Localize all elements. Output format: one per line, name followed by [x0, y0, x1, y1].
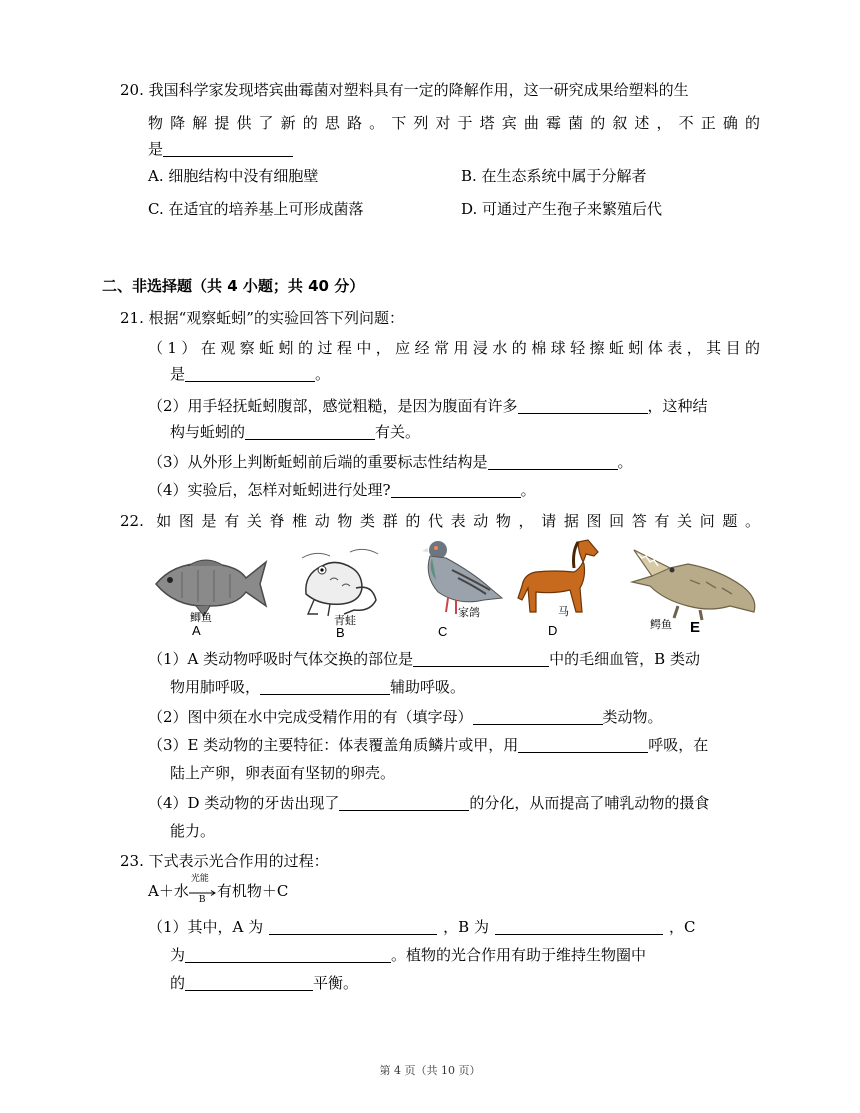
animal-letter-d: D: [548, 623, 558, 638]
q21-part3: （3）从外形上判断蚯蚓前后端的重要标志性结构是 。: [148, 453, 633, 471]
reaction-arrow: [189, 874, 217, 905]
animal-name-c: 家鸽: [458, 606, 480, 619]
answer-blank[interactable]: [185, 974, 313, 991]
q20-line-2: 物降解提供了新的思路。下列对于塔宾曲霉菌的叙述，不正确的: [148, 114, 760, 132]
answer-blank[interactable]: [518, 736, 648, 753]
q21-part2-line2: 构与蚯蚓的 有关。: [170, 423, 421, 441]
frog-figure: [300, 544, 380, 620]
q20-option-d: D. 可通过产生孢子来繁殖后代: [461, 200, 663, 218]
animal-name-b: 青蛙: [334, 614, 356, 627]
answer-blank[interactable]: [185, 365, 315, 382]
q20-line-3: 是: [148, 138, 293, 160]
crocodile-figure: [630, 540, 762, 622]
q23-part1-line2: 为 。植物的光合作用有助于维持生物圈中: [170, 946, 647, 964]
animal-letter-c: C: [438, 624, 448, 639]
animal-name-e: 鳄鱼: [650, 618, 672, 631]
page-footer: 第 4 页（共 10 页）: [379, 1064, 481, 1077]
animal-letter-e: E: [690, 619, 701, 636]
q21-part1-line1: （1）在观察蚯蚓的过程中，应经常用浸水的棉球轻擦蚯蚓体表，其目的: [148, 339, 760, 357]
q20-option-c: C. 在适宜的培养基上可形成菌落: [148, 200, 364, 218]
q23-part1-line1: （1）其中，A 为 ，B 为 ，C: [148, 918, 696, 936]
crocodile-icon: [630, 540, 762, 622]
answer-blank[interactable]: [339, 794, 469, 811]
q20-line-1: 20. 我国科学家发现塔宾曲霉菌对塑料具有一定的降解作用，这一研究成果给塑料的生: [120, 81, 689, 99]
q23-part1-line3: 的 平衡。: [170, 974, 359, 992]
photosynthesis-equation: [148, 874, 289, 905]
q22-part3-line2: 陆上产卵，卵表面有坚韧的卵壳。: [170, 764, 396, 782]
q22-part4-line2: 能力。: [170, 822, 216, 840]
animal-name-d: 马: [558, 605, 569, 618]
q22-part1-line2: 物用肺呼吸， 辅助呼吸。: [170, 678, 466, 696]
section-heading: 二、非选择题（共 4 小题；共 40 分）: [102, 277, 365, 295]
answer-blank[interactable]: [495, 918, 663, 935]
q20-option-b: B. 在生态系统中属于分解者: [461, 167, 647, 185]
q22-part1-line1: （1）A 类动物呼吸时气体交换的部位是 中的毛细血管，B 类动: [148, 650, 700, 668]
frog-icon: [300, 544, 380, 620]
answer-blank[interactable]: [245, 423, 375, 440]
equation-left: A＋水: [148, 882, 189, 900]
q21-part2-line1: （2）用手轻抚蚯蚓腹部，感觉粗糙，是因为腹面有许多 ，这种结: [148, 397, 708, 415]
answer-blank[interactable]: [488, 453, 618, 470]
arrow-condition-top: 光能: [190, 874, 209, 884]
animal-name-a: 鲫鱼: [190, 611, 212, 624]
q21-part1-line2: 是 。: [170, 365, 331, 383]
answer-blank[interactable]: [391, 481, 521, 498]
q21-part4: （4）实验后，怎样对蚯蚓进行处理? 。: [148, 481, 536, 499]
answer-blank[interactable]: [260, 678, 390, 695]
answer-blank[interactable]: [185, 946, 391, 963]
q22-part3-line1: （3）E 类动物的主要特征：体表覆盖角质鳞片或甲，用 呼吸，在: [148, 736, 709, 754]
answer-blank[interactable]: [473, 708, 603, 725]
q22-stem: 22. 如图是有关脊椎动物类群的代表动物，请据图回答有关问题。: [120, 512, 760, 530]
q21-stem: 21. 根据“观察蚯蚓”的实验回答下列问题：: [120, 309, 404, 327]
animal-letter-a: A: [192, 623, 201, 638]
q22-part2: （2）图中须在水中完成受精作用的有（填字母） 类动物。: [148, 708, 663, 726]
q22-part4-line1: （4）D 类动物的牙齿出现了 的分化，从而提高了哺乳动物的摄食: [148, 794, 710, 812]
answer-blank[interactable]: [269, 918, 437, 935]
animal-letter-b: B: [336, 625, 345, 640]
q20-option-a: A. 细胞结构中没有细胞壁: [148, 167, 319, 185]
equation-right: 有机物＋C: [216, 882, 289, 900]
q23-stem: 23. 下式表示光合作用的过程：: [120, 852, 329, 870]
answer-blank[interactable]: [518, 397, 648, 414]
answer-blank[interactable]: [413, 650, 549, 667]
arrow-condition-bottom: B: [198, 895, 206, 905]
answer-blank[interactable]: [163, 140, 293, 157]
